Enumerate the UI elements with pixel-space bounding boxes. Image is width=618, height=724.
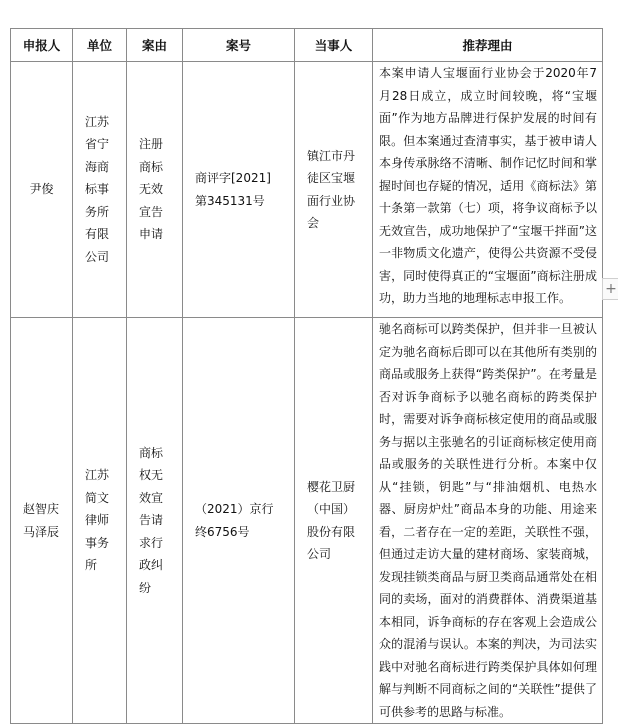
- header-case-no: 案号: [183, 29, 295, 62]
- cell-reason: 驰名商标可以跨类保护，但并非一旦被认定为驰名商标后即可以在其他所有类别的商品或服务上获得“跨类保护”。在考量是否对诉争商标予以驰名商标的跨类保护时，需要对诉争商标核定使用的商品或服务与据以主张驰名的引证商标核定使用商品或服务的关联性进行分析。本案中仅从“挂锁，钥匙”与“排油烟机、电热水器、厨房炉灶”商品本身的功能、用途来看，二者存在一定的差距，关联性不强，但通过走访大量的建材商场、家装商城，发现挂锁类商品与厨卫类商品通常处在相同的卖场，面对的消费群体、消费渠道基本相同，诉争商标的存在客观上会造成公众的混淆与误认。本案的判决，为司法实践中对驰名商标进行跨类保护具体如何理解与判断不同商标之间的“关联性”提供了可供参考的思路与标准。: [373, 318, 603, 724]
- cell-applicant: 尹俊: [11, 62, 73, 318]
- cell-case-no: 商评字[2021]第345131号: [183, 62, 295, 318]
- cell-cause: 商标权无效宣告请求行政纠纷: [127, 318, 183, 724]
- cell-applicant: 赵智庆马泽辰: [11, 318, 73, 724]
- table-row: [11, 318, 603, 724]
- cell-cause: 注册商标无效宣告申请: [127, 62, 183, 318]
- cell-party: 樱花卫厨（中国）股份有限公司: [295, 318, 373, 724]
- plus-icon[interactable]: +: [602, 278, 618, 300]
- cell-reason: 本案申请人宝堰面行业协会于2020年7月28日成立，成立时间较晚，将“宝堰面”作为地方品牌进行保护发展的时间有限。但本案通过查清事实，基于被申请人本身传承脉络不清晰、制作记忆时间和掌握时间也存疑的情况，适用《商标法》第十条第一款第（七）项，将争议商标予以无效宣告，成功地保护了“宝堰干拌面”这一非物质文化遗产，使得公共资源不受侵害，同时使得真正的“宝堰面”商标注册成功，助力当地的地理标志申报工作。: [373, 62, 603, 318]
- cell-unit: 江苏省宁海商标事务所有限公司: [73, 62, 127, 318]
- cell-case-no: （2021）京行终6756号: [183, 318, 295, 724]
- header-cause: 案由: [127, 29, 183, 62]
- recommendation-table: [10, 28, 603, 724]
- cell-party: 镇江市丹徒区宝堰面行业协会: [295, 62, 373, 318]
- header-party: 当事人: [295, 29, 373, 62]
- header-applicant: 申报人: [11, 29, 73, 62]
- cell-unit: 江苏简文律师事务所: [73, 318, 127, 724]
- header-reason: 推荐理由: [373, 29, 603, 62]
- table-row: [11, 62, 603, 318]
- header-unit: 单位: [73, 29, 127, 62]
- table-header-row: [11, 29, 603, 62]
